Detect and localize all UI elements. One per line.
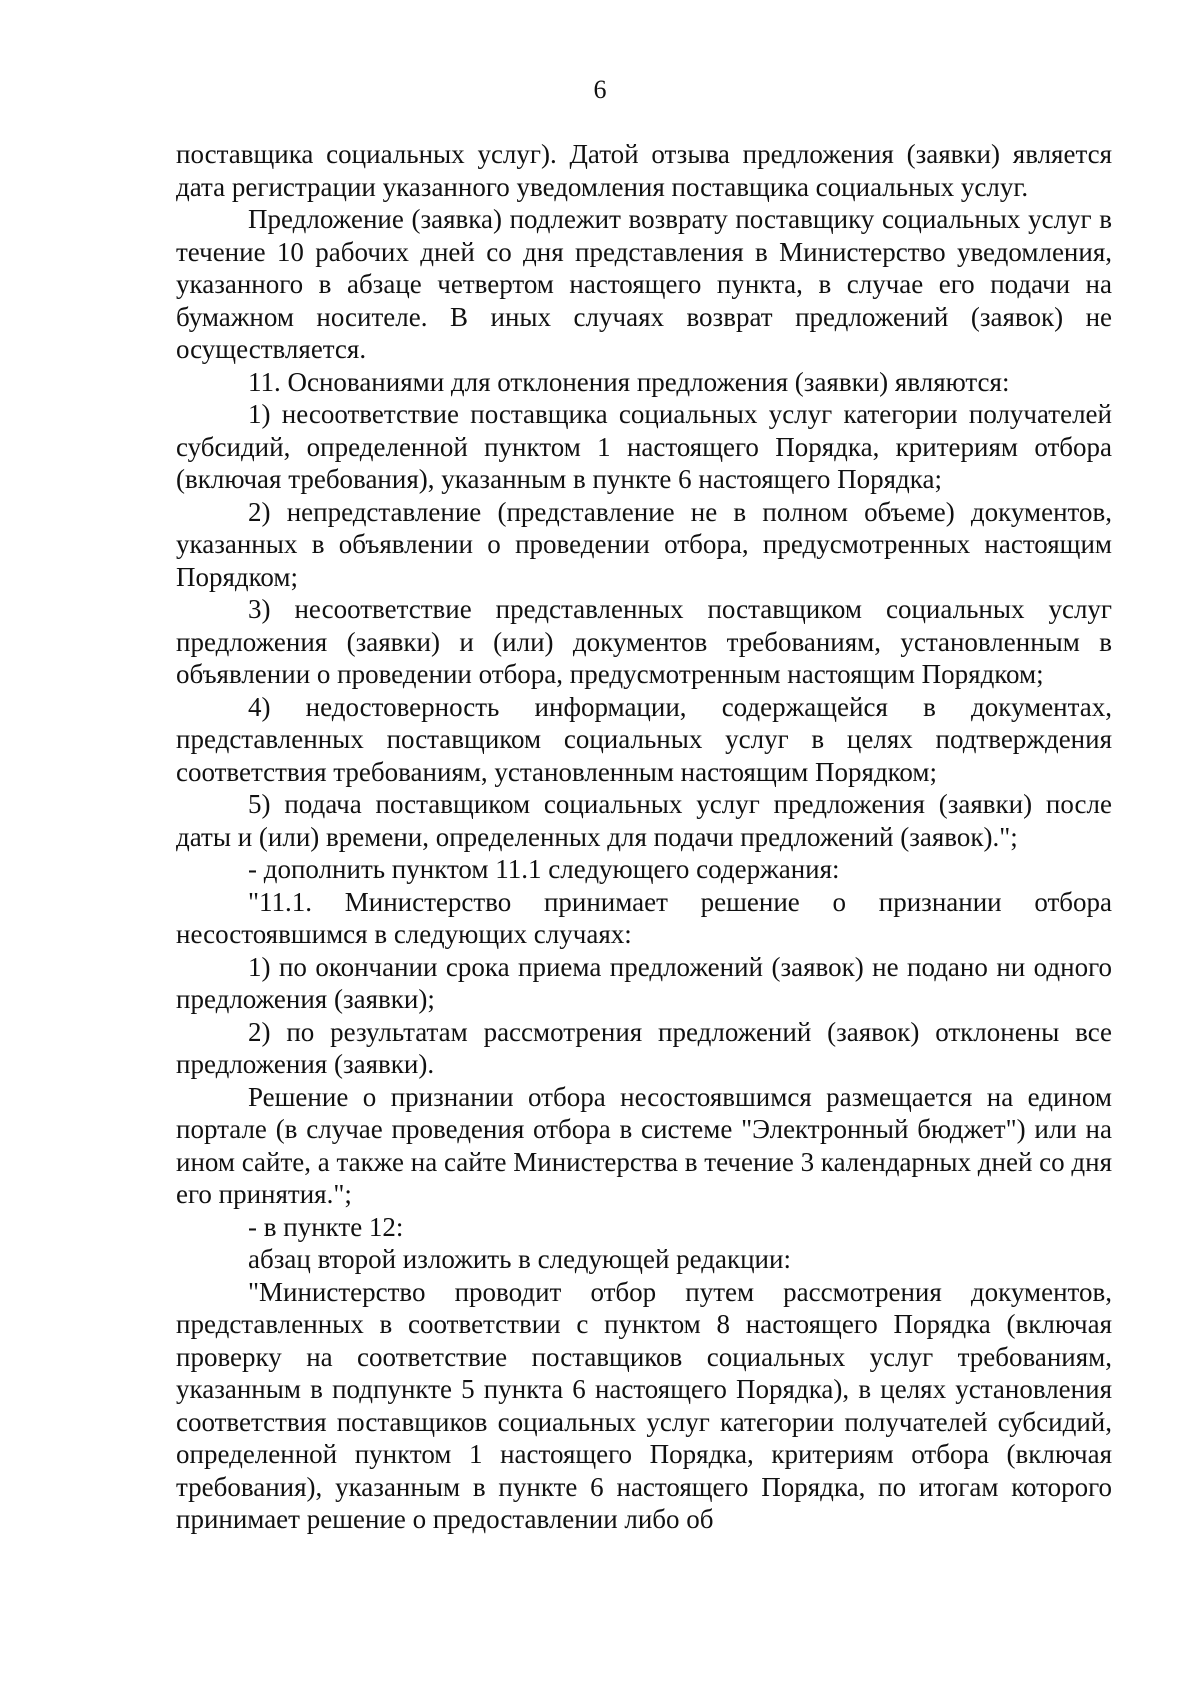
document-body: [176, 138, 1112, 1536]
paragraph-9: - дополнить пунктом 11.1 следующего содержания:: [248, 854, 840, 884]
page-number: 6: [593, 75, 607, 104]
paragraph-1: поставщика социальных услуг). Датой отзыва предложения (заявки) является дата регистрации указанного уведомления поставщика социальных услуг.: [176, 139, 1112, 202]
paragraph-13: Решение о признании отбора несостоявшимся размещается на едином портале (в случае проведения отбора в системе "Электронный бюджет") или на ином сайте, а также на сайте Министерства в течение 3 календарных дней со дня его принятия.";: [176, 1081, 1112, 1209]
paragraph-2: Предложение (заявка) подлежит возврату поставщику социальных услуг в течение 10 рабочих дней со дня представления в Министерство уведомления, указанного в абзаце четвертом настоящего пункта, в случае его подачи на бумажном носителе. В иных случаях возврат предложений (заявок) не осуществляется.: [176, 204, 1112, 364]
paragraph-11: 1) по окончании срока приема предложений (заявок) не подано ни одного предложения (заявки);: [176, 951, 1112, 1014]
paragraph-10: "11.1. Министерство принимает решение о признании отбора несостоявшимся в следующих случаях:: [176, 886, 1112, 949]
paragraph-12: 2) по результатам рассмотрения предложений (заявок) отклонены все предложения (заявки).: [176, 1016, 1112, 1079]
paragraph-7: 4) недостоверность информации, содержащейся в документах, представленных поставщиком социальных услуг в целях подтверждения соответствия требованиям, установленным настоящим Порядком;: [176, 691, 1112, 787]
paragraph-8: 5) подача поставщиком социальных услуг предложения (заявки) после даты и (или) времени, определенных для подачи предложений (заявок).";: [176, 789, 1112, 852]
paragraph-16: "Министерство проводит отбор путем рассмотрения документов, представленных в соответствии с пунктом 8 настоящего Порядка (включая проверку на соответствие поставщиков социальных услуг требованиям, указанным в подпункте 5 пункта 6 настоящего Порядка), в целях установления соответствия поставщиков социальных услуг категории получателей субсидий, определенной пунктом 1 настоящего Порядка, критериям отбора (включая требования), указанным в пункте 6 настоящего Порядка, по итогам которого принимает решение о предоставлении либо об: [176, 1276, 1112, 1534]
paragraph-14: - в пункте 12:: [248, 1211, 404, 1242]
paragraph-4: 1) несоответствие поставщика социальных услуг категории получателей субсидий, определенной пунктом 1 настоящего Порядка, критериям отбора (включая требования), указанным в пункте 6 настоящего Порядка;: [176, 399, 1112, 494]
paragraph-6: 3) несоответствие представленных поставщиком социальных услуг предложения (заявки) и (или) документов требованиям, установленным в объявлении о проведении отбора, предусмотренным настоящим Порядком;: [176, 594, 1112, 689]
paragraph-15: абзац второй изложить в следующей редакции:: [248, 1244, 791, 1274]
paragraph-3: 11. Основаниями для отклонения предложения (заявки) являются:: [248, 366, 1010, 397]
paragraph-5: 2) непредставление (представление не в полном объеме) документов, указанных в объявлении о проведении отбора, предусмотренных настоящим Порядком;: [176, 496, 1112, 592]
